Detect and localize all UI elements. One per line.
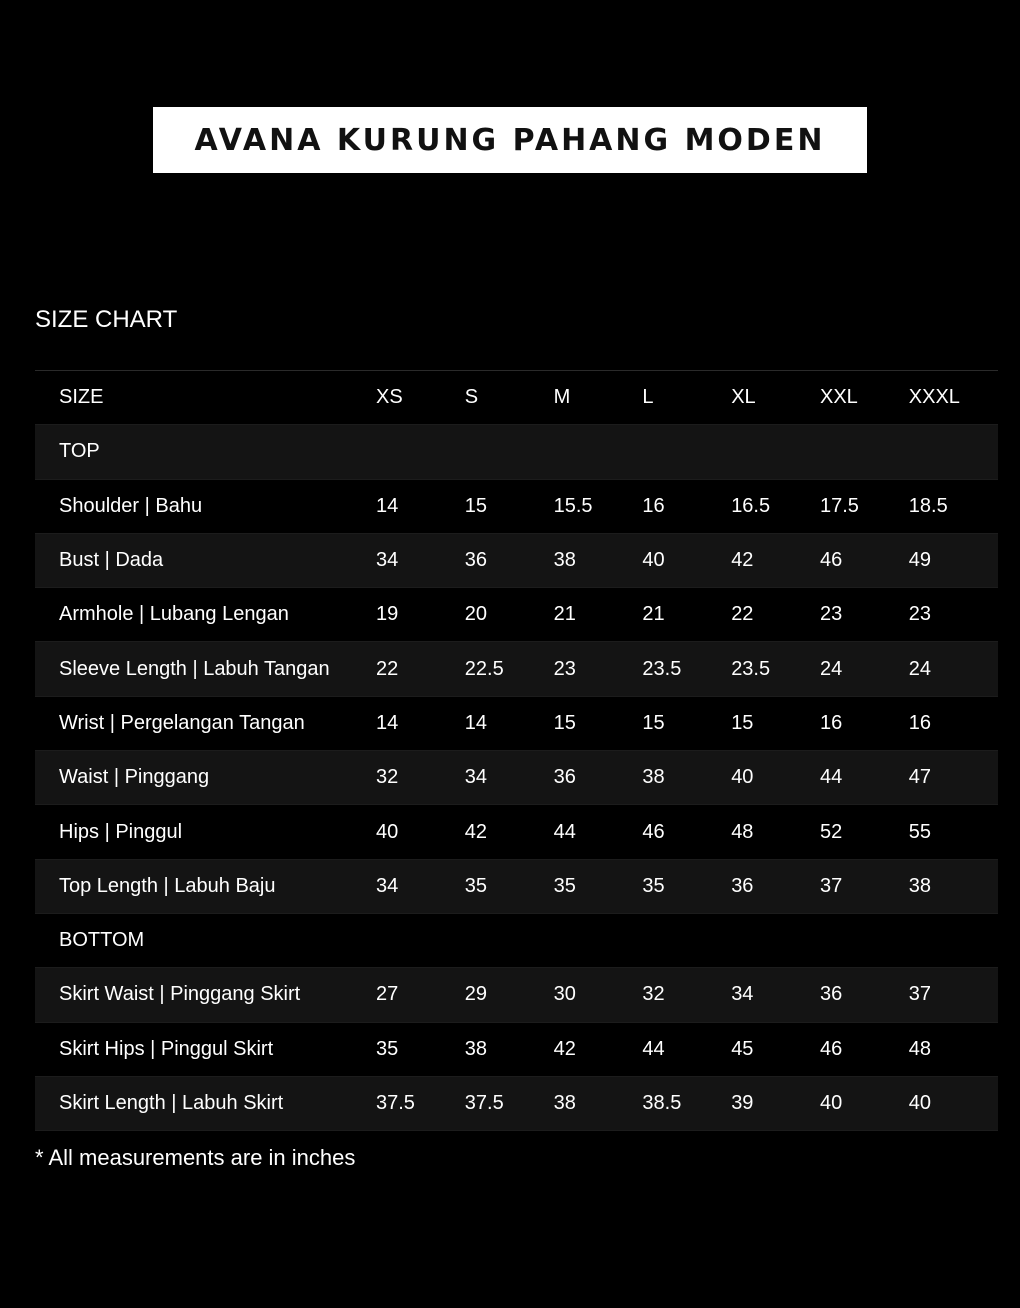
table-row bbox=[35, 1076, 998, 1130]
column-header: XL bbox=[731, 371, 820, 425]
measurement-value: 47 bbox=[909, 751, 998, 805]
measurement-value: 24 bbox=[820, 642, 909, 696]
measurement-label: Hips | Pinggul bbox=[35, 805, 376, 859]
measurement-value: 38 bbox=[554, 1076, 643, 1130]
measurement-label: Armhole | Lubang Lengan bbox=[35, 588, 376, 642]
measurement-value: 42 bbox=[731, 533, 820, 587]
measurement-value: 21 bbox=[642, 588, 731, 642]
measurement-value: 34 bbox=[376, 533, 465, 587]
measurement-value: 45 bbox=[731, 1022, 820, 1076]
measurement-value: 23.5 bbox=[642, 642, 731, 696]
column-header: L bbox=[642, 371, 731, 425]
table-body bbox=[35, 425, 998, 1131]
measurement-value: 42 bbox=[465, 805, 554, 859]
measurement-value: 36 bbox=[820, 968, 909, 1022]
measurement-value: 24 bbox=[909, 642, 998, 696]
measurement-value: 42 bbox=[554, 1022, 643, 1076]
section-label: TOP bbox=[35, 425, 998, 479]
measurement-value: 16 bbox=[909, 696, 998, 750]
measurement-value: 15 bbox=[642, 696, 731, 750]
measurement-value: 44 bbox=[642, 1022, 731, 1076]
footnote: * All measurements are in inches bbox=[35, 1145, 356, 1170]
measurement-value: 39 bbox=[731, 1076, 820, 1130]
table-row bbox=[35, 968, 998, 1022]
measurement-value: 46 bbox=[642, 805, 731, 859]
measurement-value: 35 bbox=[642, 859, 731, 913]
measurement-value: 22 bbox=[731, 588, 820, 642]
column-header: XXXL bbox=[909, 371, 998, 425]
table-row bbox=[35, 479, 998, 533]
measurement-value: 35 bbox=[465, 859, 554, 913]
measurement-value: 19 bbox=[376, 588, 465, 642]
measurement-value: 15 bbox=[554, 696, 643, 750]
header-row bbox=[35, 371, 998, 425]
measurement-value: 35 bbox=[376, 1022, 465, 1076]
measurement-value: 52 bbox=[820, 805, 909, 859]
measurement-value: 37 bbox=[820, 859, 909, 913]
title-banner bbox=[153, 107, 867, 173]
measurement-label: Skirt Waist | Pinggang Skirt bbox=[35, 968, 376, 1022]
page-title: AVANA KURUNG PAHANG MODEN bbox=[194, 122, 826, 158]
measurement-value: 46 bbox=[820, 1022, 909, 1076]
measurement-value: 40 bbox=[820, 1076, 909, 1130]
measurement-value: 38 bbox=[642, 751, 731, 805]
measurement-label: Skirt Length | Labuh Skirt bbox=[35, 1076, 376, 1130]
table-row bbox=[35, 805, 998, 859]
measurement-label: Shoulder | Bahu bbox=[35, 479, 376, 533]
measurement-value: 40 bbox=[731, 751, 820, 805]
measurement-value: 55 bbox=[909, 805, 998, 859]
measurement-label: Skirt Hips | Pinggul Skirt bbox=[35, 1022, 376, 1076]
size-chart-table bbox=[35, 370, 998, 1131]
measurement-value: 36 bbox=[554, 751, 643, 805]
column-header: M bbox=[554, 371, 643, 425]
table-row bbox=[35, 533, 998, 587]
table-row bbox=[35, 751, 998, 805]
measurement-value: 32 bbox=[642, 968, 731, 1022]
measurement-value: 34 bbox=[731, 968, 820, 1022]
measurement-value: 44 bbox=[554, 805, 643, 859]
measurement-value: 37 bbox=[909, 968, 998, 1022]
measurement-value: 38 bbox=[554, 533, 643, 587]
measurement-value: 29 bbox=[465, 968, 554, 1022]
measurement-value: 34 bbox=[465, 751, 554, 805]
measurement-value: 15 bbox=[465, 479, 554, 533]
measurement-value: 14 bbox=[465, 696, 554, 750]
table-row bbox=[35, 642, 998, 696]
section-heading: SIZE CHART bbox=[35, 306, 178, 333]
table-row bbox=[35, 588, 998, 642]
column-header: XXL bbox=[820, 371, 909, 425]
measurement-value: 32 bbox=[376, 751, 465, 805]
column-header: SIZE bbox=[35, 371, 376, 425]
measurement-value: 38 bbox=[909, 859, 998, 913]
table-row bbox=[35, 696, 998, 750]
measurement-value: 27 bbox=[376, 968, 465, 1022]
measurement-label: Waist | Pinggang bbox=[35, 751, 376, 805]
measurement-value: 37.5 bbox=[376, 1076, 465, 1130]
table-row bbox=[35, 1022, 998, 1076]
measurement-value: 34 bbox=[376, 859, 465, 913]
measurement-value: 15.5 bbox=[554, 479, 643, 533]
measurement-value: 17.5 bbox=[820, 479, 909, 533]
measurement-value: 16.5 bbox=[731, 479, 820, 533]
measurement-value: 23 bbox=[909, 588, 998, 642]
column-header: S bbox=[465, 371, 554, 425]
section-row bbox=[35, 425, 998, 479]
measurement-value: 48 bbox=[909, 1022, 998, 1076]
measurement-value: 40 bbox=[376, 805, 465, 859]
measurement-value: 16 bbox=[820, 696, 909, 750]
measurement-value: 15 bbox=[731, 696, 820, 750]
measurement-value: 37.5 bbox=[465, 1076, 554, 1130]
column-header: XS bbox=[376, 371, 465, 425]
measurement-value: 44 bbox=[820, 751, 909, 805]
measurement-value: 20 bbox=[465, 588, 554, 642]
table-row bbox=[35, 859, 998, 913]
measurement-value: 23 bbox=[820, 588, 909, 642]
measurement-label: Sleeve Length | Labuh Tangan bbox=[35, 642, 376, 696]
measurement-value: 22.5 bbox=[465, 642, 554, 696]
measurement-value: 22 bbox=[376, 642, 465, 696]
measurement-value: 49 bbox=[909, 533, 998, 587]
measurement-label: Wrist | Pergelangan Tangan bbox=[35, 696, 376, 750]
measurement-value: 40 bbox=[909, 1076, 998, 1130]
measurement-value: 16 bbox=[642, 479, 731, 533]
measurement-value: 48 bbox=[731, 805, 820, 859]
measurement-value: 36 bbox=[731, 859, 820, 913]
measurement-label: Bust | Dada bbox=[35, 533, 376, 587]
measurement-value: 23 bbox=[554, 642, 643, 696]
measurement-value: 35 bbox=[554, 859, 643, 913]
measurement-value: 46 bbox=[820, 533, 909, 587]
measurement-value: 14 bbox=[376, 696, 465, 750]
section-label: BOTTOM bbox=[35, 913, 998, 967]
measurement-value: 38 bbox=[465, 1022, 554, 1076]
measurement-value: 38.5 bbox=[642, 1076, 731, 1130]
measurement-value: 18.5 bbox=[909, 479, 998, 533]
measurement-value: 36 bbox=[465, 533, 554, 587]
measurement-value: 14 bbox=[376, 479, 465, 533]
measurement-value: 40 bbox=[642, 533, 731, 587]
section-row bbox=[35, 913, 998, 967]
measurement-label: Top Length | Labuh Baju bbox=[35, 859, 376, 913]
measurement-value: 30 bbox=[554, 968, 643, 1022]
measurement-value: 21 bbox=[554, 588, 643, 642]
measurement-value: 23.5 bbox=[731, 642, 820, 696]
